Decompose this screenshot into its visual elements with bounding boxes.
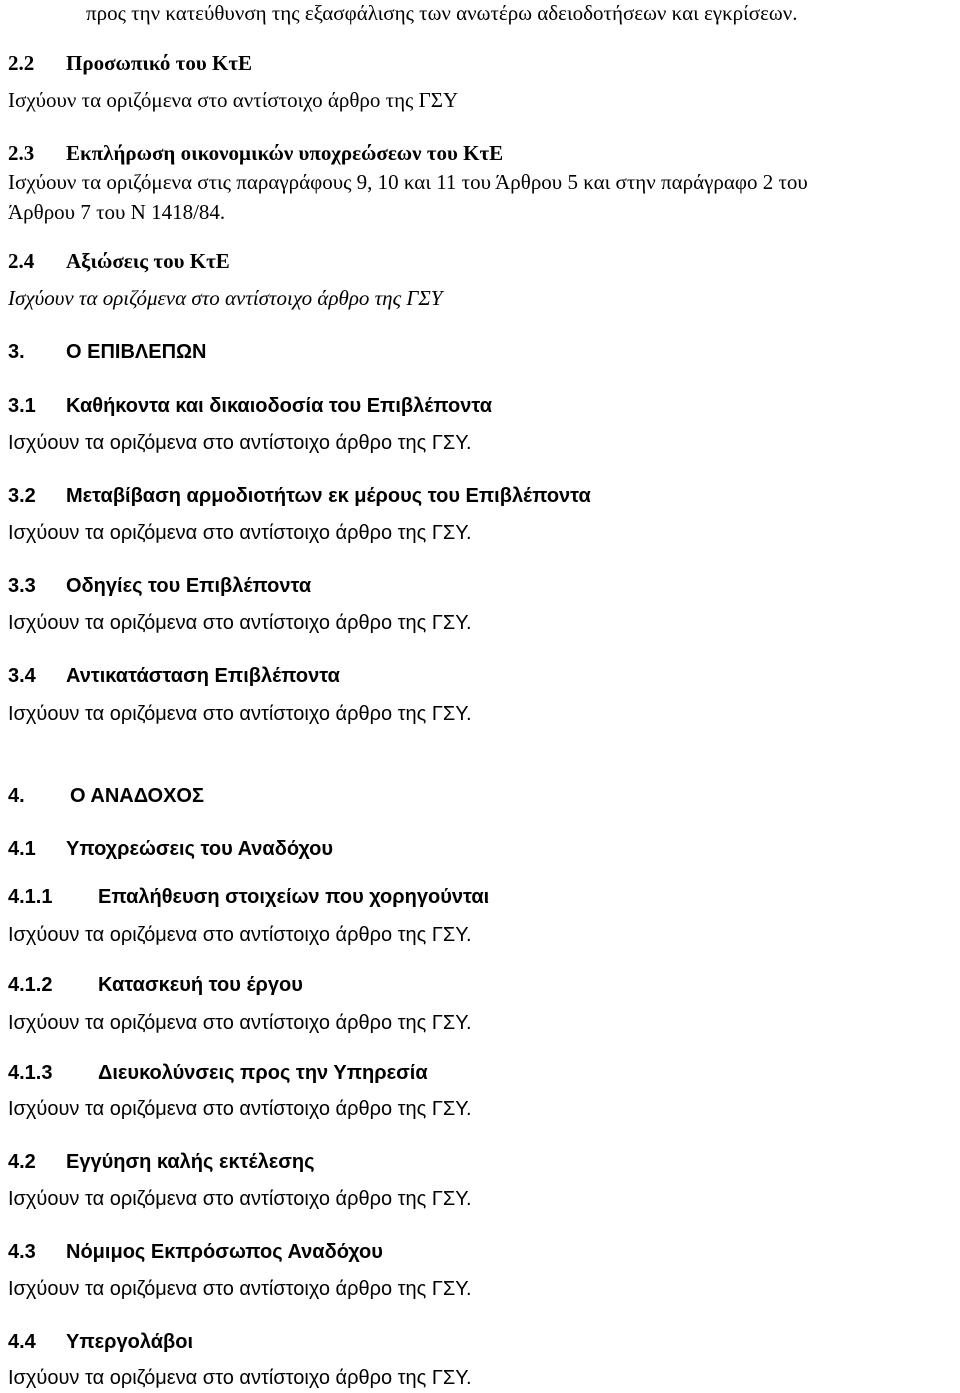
section-title: Προσωπικό του ΚτΕ <box>66 51 253 75</box>
section-2-2-body: Ισχύουν τα οριζόμενα στο αντίστοιχο άρθρο της ΓΣΥ <box>8 88 459 112</box>
intro-line: προς την κατεύθυνση της εξασφάλισης των ανωτέρω αδειοδοτήσεων και εγκρίσεων. <box>86 1 798 25</box>
section-2-3-body-line2: Άρθρου 7 του Ν 1418/84. <box>8 200 226 224</box>
section-3-heading <box>8 341 207 363</box>
section-4-1-heading <box>8 838 333 860</box>
section-title: Επαλήθευση στοιχείων που χορηγούνται <box>98 886 490 908</box>
section-4-3-body: Ισχύουν τα οριζόμενα στο αντίστοιχο άρθρο της ΓΣΥ. <box>8 1278 472 1300</box>
section-4-1-3-heading <box>8 1062 428 1084</box>
section-4-1-2-heading <box>8 974 303 996</box>
section-number: 4.4 <box>8 1331 36 1353</box>
section-2-4-body: Ισχύουν τα οριζόμενα στο αντίστοιχο άρθρο της ΓΣΥ <box>8 286 443 310</box>
section-4-1-1-body: Ισχύουν τα οριζόμενα στο αντίστοιχο άρθρο της ΓΣΥ. <box>8 924 472 946</box>
section-4-4-heading <box>8 1331 194 1353</box>
section-title: Αξιώσεις του ΚτΕ <box>66 249 230 273</box>
section-3-2-body: Ισχύουν τα οριζόμενα στο αντίστοιχο άρθρο της ΓΣΥ. <box>8 522 472 544</box>
section-number: 2.3 <box>8 141 35 165</box>
section-title: Οδηγίες του Επιβλέποντα <box>66 575 312 597</box>
section-number: 4.1.3 <box>8 1062 53 1084</box>
section-2-3-body-line1: Ισχύουν τα οριζόμενα στις παραγράφους 9, 10 και 11 του Άρθρου 5 και στην παράγραφο 2 του <box>8 170 808 194</box>
section-title: Υποχρεώσεις του Αναδόχου <box>66 838 333 860</box>
section-4-heading <box>8 785 204 807</box>
section-4-1-2-body: Ισχύουν τα οριζόμενα στο αντίστοιχο άρθρο της ΓΣΥ. <box>8 1012 472 1034</box>
section-title: Νόμιμος Εκπρόσωπος Αναδόχου <box>66 1241 383 1263</box>
section-number: 3.1 <box>8 395 36 417</box>
section-title: Ο ΕΠΙΒΛΕΠΩΝ <box>66 341 207 363</box>
section-3-1-heading <box>8 395 493 417</box>
section-number: 2.4 <box>8 249 35 273</box>
section-title: Διευκολύνσεις προς την Υπηρεσία <box>98 1062 428 1084</box>
section-title: Εγγύηση καλής εκτέλεσης <box>66 1151 315 1173</box>
section-title: Εκπλήρωση οικονομικών υποχρεώσεων του ΚτΕ <box>66 141 504 165</box>
section-title: Κατασκευή του έργου <box>98 974 303 996</box>
section-title: Υπεργολάβοι <box>66 1331 194 1353</box>
section-title: Ο ΑΝΑΔΟΧΟΣ <box>70 785 204 807</box>
section-4-4-body: Ισχύουν τα οριζόμενα στο αντίστοιχο άρθρο της ΓΣΥ. <box>8 1367 472 1389</box>
section-number: 4. <box>8 785 25 807</box>
section-number: 4.1.1 <box>8 886 53 908</box>
section-title: Αντικατάσταση Επιβλέποντα <box>66 665 340 687</box>
section-4-1-1-heading <box>8 886 490 908</box>
section-3-4-heading <box>8 665 340 687</box>
section-number: 4.1.2 <box>8 974 53 996</box>
section-2-2-heading <box>8 51 253 75</box>
section-3-3-heading <box>8 575 312 597</box>
section-3-1-body: Ισχύουν τα οριζόμενα στο αντίστοιχο άρθρο της ΓΣΥ. <box>8 432 472 454</box>
section-title: Μεταβίβαση αρμοδιοτήτων εκ μέρους του Επιβλέποντα <box>66 485 591 507</box>
section-number: 4.2 <box>8 1151 36 1173</box>
section-number: 3.2 <box>8 485 36 507</box>
section-number: 4.1 <box>8 838 36 860</box>
section-3-2-heading <box>8 485 591 507</box>
section-number: 3.4 <box>8 665 36 687</box>
section-2-4-heading <box>8 249 230 273</box>
section-number: 2.2 <box>8 51 35 75</box>
section-3-4-body: Ισχύουν τα οριζόμενα στο αντίστοιχο άρθρο της ΓΣΥ. <box>8 703 472 725</box>
section-number: 3. <box>8 341 25 363</box>
section-title: Καθήκοντα και δικαιοδοσία του Επιβλέποντα <box>66 395 493 417</box>
section-2-3-heading <box>8 141 504 165</box>
section-4-2-body: Ισχύουν τα οριζόμενα στο αντίστοιχο άρθρο της ΓΣΥ. <box>8 1188 472 1210</box>
section-4-3-heading <box>8 1241 383 1263</box>
section-3-3-body: Ισχύουν τα οριζόμενα στο αντίστοιχο άρθρο της ΓΣΥ. <box>8 612 472 634</box>
section-number: 3.3 <box>8 575 36 597</box>
section-4-2-heading <box>8 1151 315 1173</box>
section-number: 4.3 <box>8 1241 36 1263</box>
section-4-1-3-body: Ισχύουν τα οριζόμενα στο αντίστοιχο άρθρο της ΓΣΥ. <box>8 1098 472 1120</box>
